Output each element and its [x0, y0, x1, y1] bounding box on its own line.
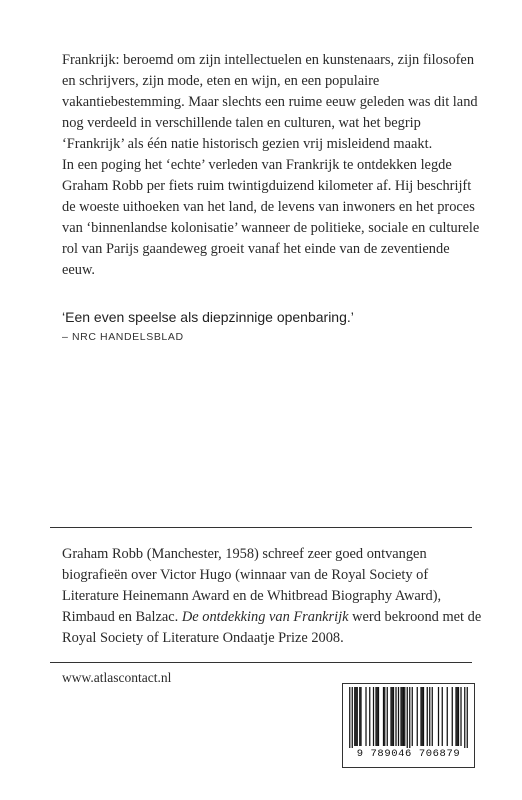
barcode-bar: [352, 687, 353, 748]
barcode-bar: [359, 687, 360, 746]
book-description: [62, 50, 482, 281]
barcode-bar: [360, 687, 361, 746]
barcode-bar: [427, 687, 428, 746]
publisher-website: www.atlascontact.nl: [62, 670, 172, 685]
divider-bottom: [50, 662, 472, 663]
barcode-bar: [384, 687, 385, 746]
barcode-bar: [407, 687, 408, 748]
barcode-bar: [349, 687, 350, 748]
author-bio: [62, 544, 482, 649]
barcode-bar: [429, 687, 430, 746]
divider-top: [50, 527, 472, 528]
barcode-bar: [467, 687, 468, 748]
barcode-bar: [393, 687, 394, 746]
bio-book-title: De ontdekking van Frankrijk: [181, 609, 349, 625]
barcode-bar: [377, 687, 378, 746]
barcode-bar: [392, 687, 393, 746]
barcode-bar: [457, 687, 458, 746]
barcode-bar: [402, 687, 403, 746]
barcode-bar: [409, 687, 410, 748]
barcode-bar: [403, 687, 404, 746]
isbn-number: 9 789046 706879: [356, 748, 461, 760]
barcode-bar: [412, 687, 413, 746]
barcode-bar: [458, 687, 459, 746]
barcode-bar: [417, 687, 418, 746]
barcode-bar: [387, 687, 388, 746]
barcode-bar: [395, 687, 396, 746]
barcode-bar: [423, 687, 424, 746]
bio-text-after: werd bekroond met de Royal Society of Literature Ondaatje Prize 2008.: [62, 609, 482, 646]
barcode-bar: [373, 687, 374, 746]
barcode-bar: [455, 687, 456, 746]
barcode-bar: [452, 687, 453, 746]
barcode-bar: [442, 687, 443, 746]
barcode-bar: [365, 687, 366, 746]
barcode-bar: [400, 687, 401, 746]
barcode-bar: [404, 687, 405, 746]
bio-text-before: Graham Robb (Manchester, 1958) schreef zeer goed ontvangen biografieën over Victor Hugo (winnaar van de Royal Society of Literature Heinemann Award en de Whitbread Biography Award), Rimbaud en Balzac.: [62, 546, 442, 625]
review-attribution: – NRC HANDELSBLAD: [62, 331, 184, 343]
barcode-bar: [383, 687, 384, 746]
barcode-bar: [422, 687, 423, 746]
author-bio-paragraph: [62, 544, 482, 649]
barcode-bars: [343, 684, 474, 748]
barcode-bar: [375, 687, 376, 746]
description-paragraph-1: Frankrijk: beroemd om zijn intellectuelen en kunstenaars, zijn filosofen en schrijvers, zijn mode, eten en wijn, en een populaire vakantiebestemming. Maar slechts een ruime eeuw geleden was dit land nog verdeeld in verschillende talen en culturen, wat het begrip ‘Frankrijk’ als één natie historisch gezien vrij misleidend maakt.: [62, 52, 478, 152]
barcode-bar: [354, 687, 355, 746]
barcode-bar: [432, 687, 433, 746]
barcode-bar: [398, 687, 399, 746]
barcode-bar: [369, 687, 370, 746]
barcode-bar: [357, 687, 358, 746]
barcode-bar: [447, 687, 448, 746]
description-paragraph-2: In een poging het ‘echte’ verleden van Frankrijk te ontdekken legde Graham Robb per fiets ruim twintigduizend kilometer af. Hij beschrijft de woeste uithoeken van het land, de levens van inwoners en het proces van ‘binnenlandse kolonisatie’ wanneer de politieke, sociale en culturele rol van Parijs gaandeweg groeit vanaf het einde van de zeventiende eeuw.: [62, 157, 480, 278]
barcode-bar: [420, 687, 421, 746]
barcode-bar: [460, 687, 461, 746]
review-quote: ‘Een even speelse als diepzinnige openbaring.’: [62, 309, 354, 325]
barcode-bar: [464, 687, 465, 748]
isbn-barcode: [342, 683, 475, 768]
barcode-bar: [390, 687, 391, 746]
barcode-bar: [438, 687, 439, 746]
barcode-bar: [355, 687, 356, 746]
barcode-bar: [378, 687, 379, 746]
